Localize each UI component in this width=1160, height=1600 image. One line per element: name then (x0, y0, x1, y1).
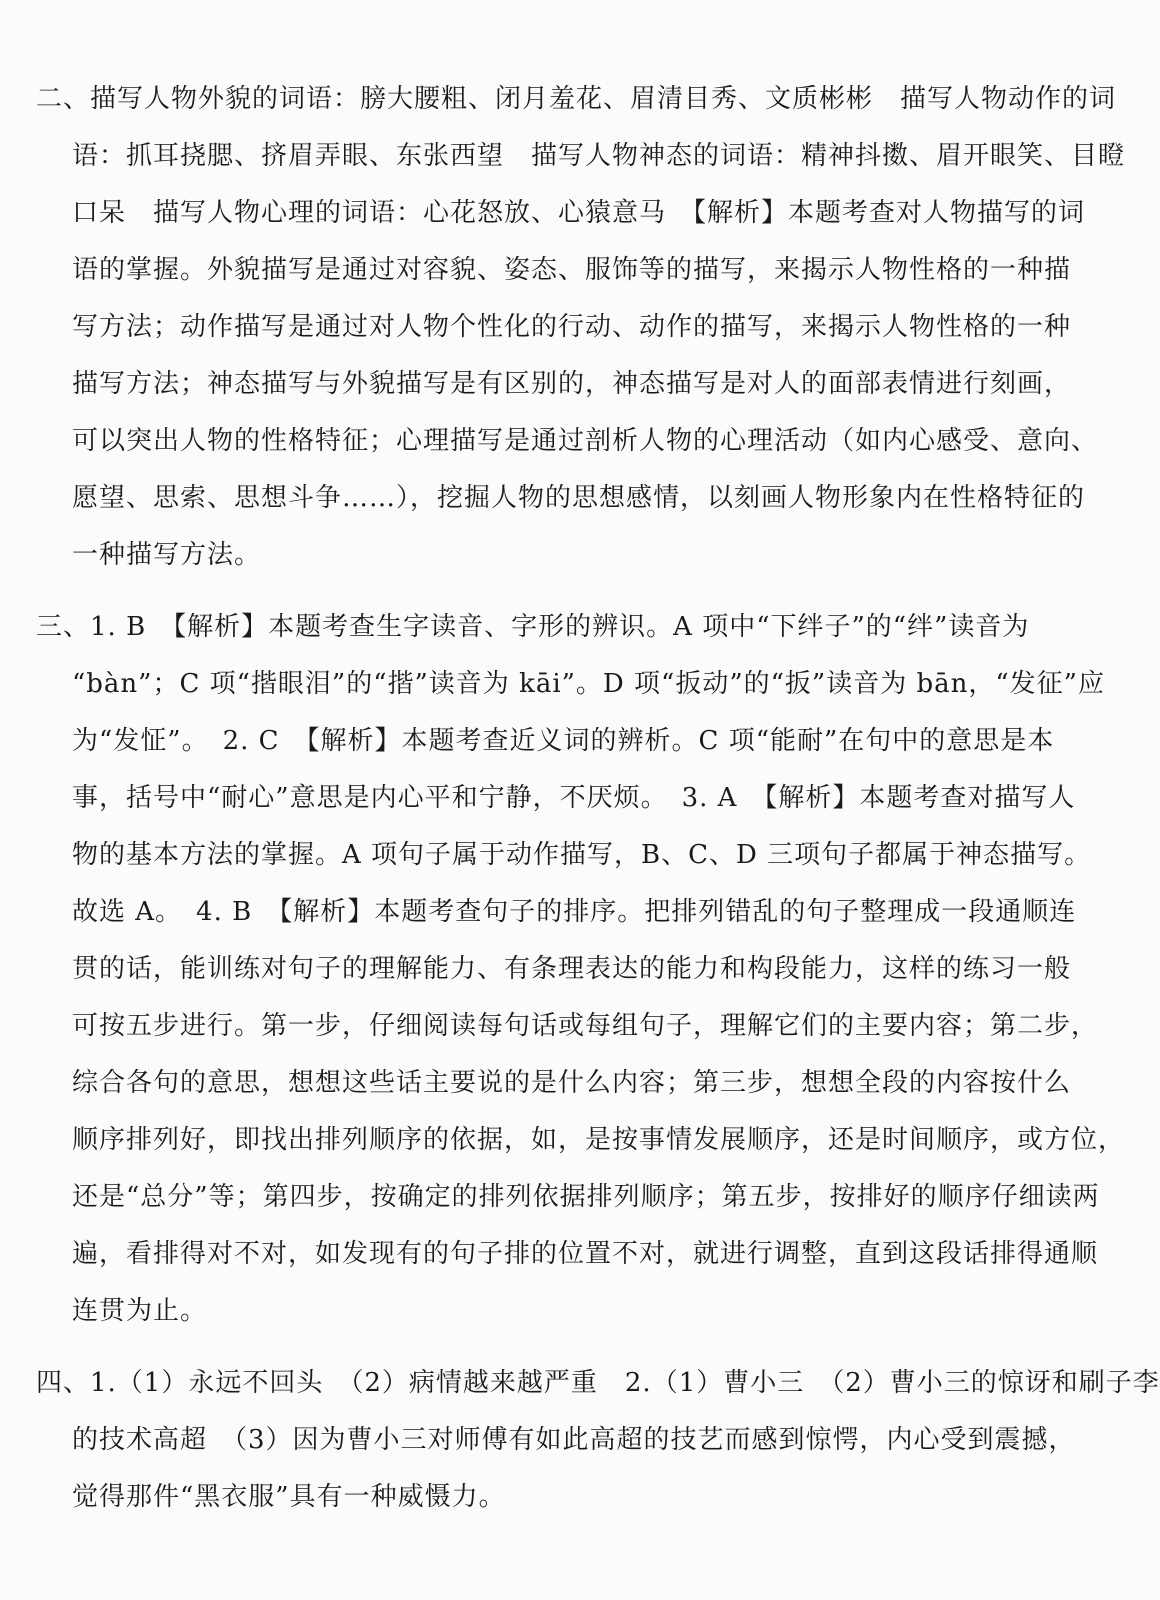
text-line: 故选 A。 4. B 【解析】本题考查句子的排序。把排列错乱的句子整理成一段通顺连 (72, 897, 1077, 927)
text-line: 语：抓耳挠腮、挤眉弄眼、东张西望 描写人物神态的词语：精神抖擞、眉开眼笑、目瞪 (72, 141, 1126, 171)
text-line: 口呆 描写人物心理的词语：心花怒放、心猿意马 【解析】本题考查对人物描写的词 (72, 198, 1086, 228)
text-line: 四、1.（1）永远不回头 （2）病情越来越严重 2.（1）曹小三 （2）曹小三的惊讶和刷子李 (36, 1368, 1160, 1398)
text-line: “bàn”；C 项“揩眼泪”的“揩”读音为 kāi”。D 项“扳动”的“扳”读音为 bān，“发征”应 (72, 669, 1105, 699)
text-line: 贯的话，能训练对句子的理解能力、有条理表达的能力和构段能力，这样的练习一般 (72, 954, 1072, 984)
text-line: 综合各句的意思，想想这些话主要说的是什么内容；第三步，想想全段的内容按什么 (72, 1068, 1072, 1098)
text-line: 为“发怔”。 2. C 【解析】本题考查近义词的辨析。C 项“能耐”在句中的意思是本 (72, 726, 1055, 756)
text-line: 写方法；动作描写是通过对人物个性化的行动、动作的描写，来揭示人物性格的一种 (72, 312, 1072, 342)
text-line: 二、描写人物外貌的词语：膀大腰粗、闭月羞花、眉清目秀、文质彬彬 描写人物动作的词 (36, 84, 1117, 114)
text-line: 事，括号中“耐心”意思是内心平和宁静，不厌烦。 3. A 【解析】本题考查对描写人 (72, 783, 1076, 813)
text-line: 可以突出人物的性格特征；心理描写是通过剖析人物的心理活动（如内心感受、意向、 (72, 426, 1099, 456)
text-line: 愿望、思索、思想斗争……），挖掘人物的思想感情，以刻画人物形象内在性格特征的 (72, 483, 1086, 513)
text-line: 物的基本方法的掌握。A 项句子属于动作描写，B、C、D 三项句子都属于神态描写。 (72, 840, 1092, 870)
text-line: 觉得那件“黑衣服”具有一种威慑力。 (72, 1482, 506, 1512)
text-line: 可按五步进行。第一步，仔细阅读每句话或每组句子，理解它们的主要内容；第二步， (72, 1011, 1099, 1041)
text-line: 遍，看排得对不对，如发现有的句子排的位置不对，就进行调整，直到这段话排得通顺 (72, 1239, 1099, 1269)
text-line: 一种描写方法。 (72, 540, 262, 570)
text-line: 连贯为止。 (72, 1296, 208, 1326)
text-line: 描写方法；神态描写与外貌描写是有区别的，神态描写是对人的面部表情进行刻画， (72, 369, 1072, 399)
text-line: 还是“总分”等；第四步，按确定的排列依据排列顺序；第五步，按排好的顺序仔细读两 (72, 1182, 1100, 1212)
text-line: 顺序排列好，即找出排列顺序的依据，如，是按事情发展顺序，还是时间顺序，或方位， (72, 1125, 1126, 1155)
text-line: 语的掌握。外貌描写是通过对容貌、姿态、服饰等的描写，来揭示人物性格的一种描 (72, 255, 1072, 285)
text-line: 的技术高超 （3）因为曹小三对师傅有如此高超的技艺而感到惊愕，内心受到震撼， (72, 1425, 1076, 1455)
text-line: 三、1. B 【解析】本题考查生字读音、字形的辨识。A 项中“下绊子”的“绊”读音为 (36, 612, 1030, 642)
